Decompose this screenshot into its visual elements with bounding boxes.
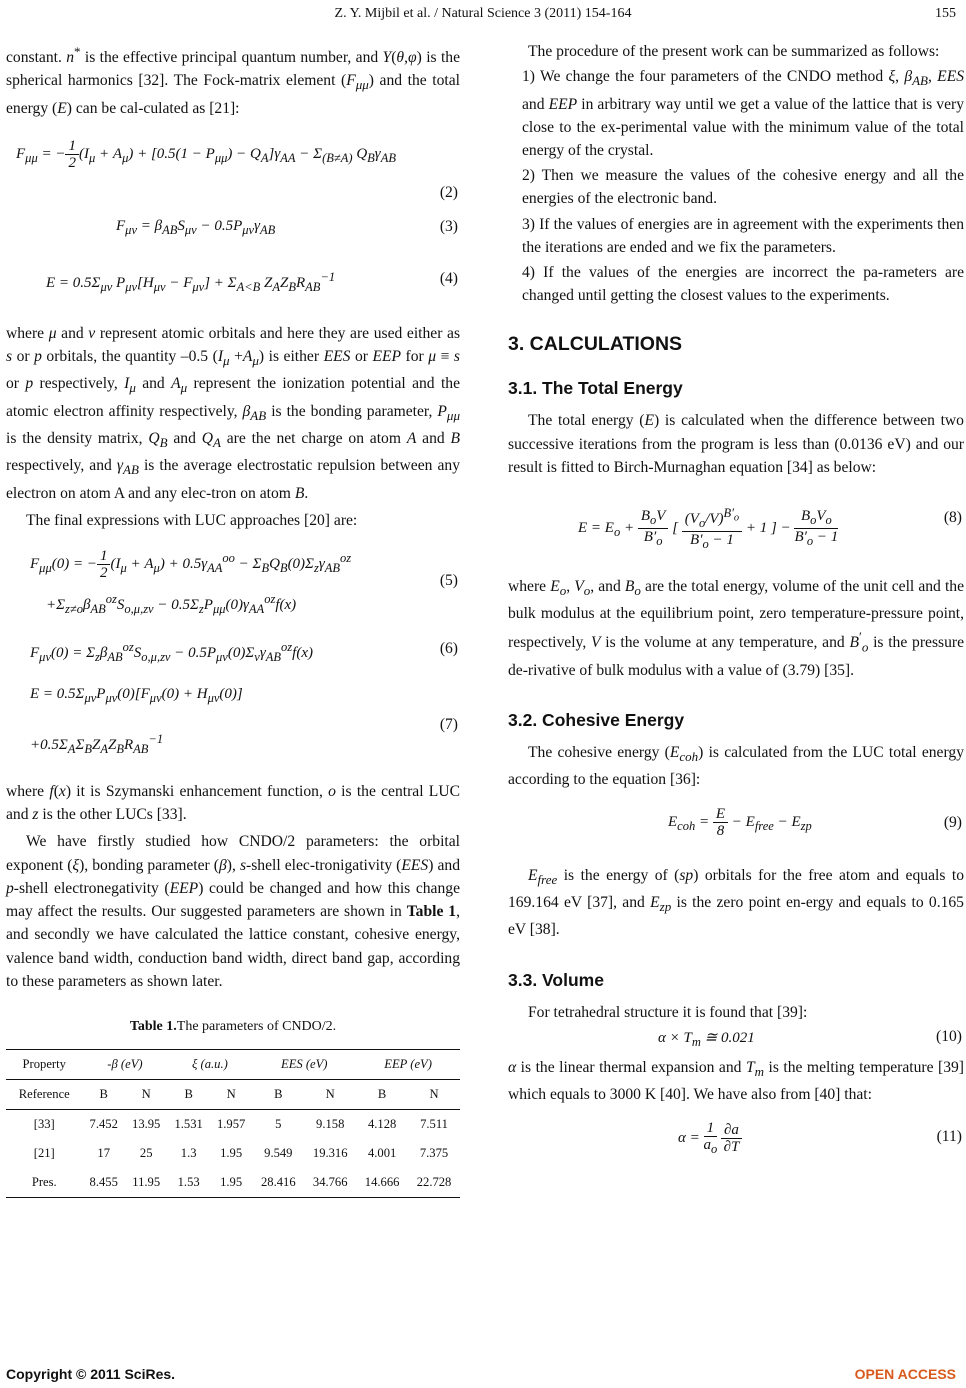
table-cell: 4.128: [367, 1116, 397, 1131]
table-subheader-cell: B: [99, 1086, 108, 1101]
table-subheader-cell: N: [325, 1086, 335, 1101]
table-cell: [33]: [33, 1116, 55, 1131]
equation-number: (7): [439, 716, 458, 734]
table-row: [6, 1168, 460, 1198]
table-cell: 9.158: [316, 1116, 345, 1131]
paragraph: The procedure of the present work can be summarized as follows:: [528, 43, 940, 60]
table-header-cell: EEP (eV): [384, 1056, 432, 1071]
table-caption: Table 1.The parameters of CNDO/2.: [129, 1018, 337, 1034]
paragraph: The total energy (E) is calculated when the difference between two successive iterations from the program is less than (0.0136 eV) and our result is fitted to Birch-Murnaghan equation [34] as below:: [508, 412, 964, 476]
table-header-cell: -β (eV): [107, 1056, 143, 1071]
table-cell: 17: [97, 1145, 111, 1160]
table-cell: Pres.: [31, 1174, 57, 1189]
equation-number: (2): [439, 183, 458, 201]
table-cell: 7.452: [89, 1116, 118, 1131]
table-subheader-cell: N: [429, 1086, 439, 1101]
subsection-heading: 3.1. The Total Energy: [508, 378, 683, 399]
equation-number: (10): [936, 1027, 962, 1045]
page-header: [0, 6, 966, 28]
table-cell: 5: [275, 1116, 282, 1131]
equation-10: $\alpha \times T_m$ ≅ 0.021 (10): [658, 1027, 962, 1049]
open-access-label: OPEN ACCESS: [854, 1366, 956, 1382]
procedure-list: [508, 65, 964, 307]
equation-6: $F_{\mu\nu}(0) = \Sigma_z\beta_{AB}^{oz}S_{o,\mu,z\nu} - 0.5P_{\mu\nu}(0)\Sigma_\nu\gamma_{AB}^{oz}f(x)$ (6): [30, 640, 458, 665]
paragraph: The final expressions with LUC approaches [20] are:: [26, 511, 358, 529]
table-cell: 13.95: [132, 1116, 161, 1131]
equation-number: (4): [439, 269, 458, 287]
table-cell: 9.549: [264, 1145, 293, 1160]
table-header-cell: EES (eV): [281, 1056, 328, 1071]
list-item: 3) If the values of energies are in agreement with the experiments then the iterations are ended and we fix the parameters.: [522, 215, 964, 256]
table-row: [6, 1139, 460, 1168]
equation-9: $E_{coh}$ = $\frac{E}{8}$ − $E_{free} - E_{zp}$ (9): [668, 805, 962, 839]
table-cell: 7.375: [419, 1145, 449, 1160]
section-heading: 3. CALCULATIONS: [508, 333, 683, 356]
table-cell: 34.766: [312, 1174, 348, 1189]
equation-2: $F_{\mu\mu}$ = − $\frac{1}{2}$ $(I_\mu + A_\mu) + [0.5(1 - P_{\mu\mu}) - Q_A]\gamma_{AA} - \Sigma_{(B\ne A)}$ $Q_B\gamma_{AB}$ (2): [16, 137, 458, 201]
table-subheader-cell: B: [184, 1086, 193, 1101]
paragraph: The cohesive energy $(E_{coh})$ is calculated from the LUC total energy according to the equation [36]:: [508, 744, 964, 789]
paragraph: α is the linear thermal expansion and $T_m$ is the melting temperature [39] which equals to 3000 K [40]. We have also from [40] that:: [508, 1058, 964, 1104]
list-item: 1) We change the four parameters of the CNDO method ξ, $\beta_{AB}$, EES and EEP in arbitrary way until we get a value of the lattice that is very close to the ex-perimental value with the minimum value of the total energy of the crystal.: [522, 68, 965, 159]
right-column: [508, 40, 964, 1176]
table-subheader-cell: B: [274, 1086, 283, 1101]
equation-5: $F_{\mu\mu}(0)$ = − $\frac{1}{2}$ $(I_\mu + A_\mu) + 0.5\gamma_{AA}^{oo} - \Sigma_BQ_B(0)\Sigma_z\gamma_{AB}^{oz}$ $+\Sigma_{z\ne o}\beta_{AB}^{oz}S_{o,\mu,z\nu} - 0.5\Sigma_zP_{\mu\mu}(0)\gamma_{AA}^{oz}f(x)$ (5): [30, 548, 458, 617]
table-header-cell: ξ (a.u.): [191, 1056, 228, 1071]
equation-number: (11): [936, 1128, 962, 1146]
subsection-heading: 3.3. Volume: [508, 969, 604, 990]
equation-11: α = $\frac{1}{a_o}$ $\frac{\partial a}{\partial T}$ (11): [678, 1120, 962, 1157]
table-cell: 1.95: [220, 1145, 243, 1160]
paragraph: where f(x) it is Szymanski enhancement function, o is the central LUC and z is the other LUCs [33].: [6, 783, 460, 824]
table-cell: 1.95: [220, 1174, 243, 1189]
table-subheader-cell: N: [141, 1086, 151, 1101]
table-cell: 1.3: [180, 1145, 197, 1160]
paragraph: where $E_o$, $V_o$, and $B_o$ are the total energy, volume of the unit cell and the bulk modulus at the equilibrium point, zero temperature-pressure point, respectively, V is the volume at any temperature, and $B'_o$ is the pressure de-rivative of bulk modulus with a value of (3.79) [35].: [508, 577, 965, 679]
table-subheader-cell: B: [377, 1086, 387, 1101]
equation-number: (5): [439, 572, 458, 590]
paragraph: We have firstly studied how CNDO/2 parameters: the orbital exponent (ξ), bonding parameter (β), s-shell elec-tronigativity (EES) and p-shell electronegativity (EEP) could be changed and how this change may affect the results. Our suggested parameters are shown in Table 1, and secondly we have calculated the lattice constant, cohesive energy, valence band width, conduction band width, direct band gap, according to these parameters as shown later.: [6, 833, 460, 990]
table-cell: 1.53: [177, 1174, 200, 1189]
table-header-row: [6, 1049, 460, 1079]
table-cell: 1.531: [174, 1116, 203, 1131]
table-cell: 14.666: [364, 1174, 400, 1189]
table-cell: 7.511: [420, 1116, 448, 1131]
table-cell: [21]: [33, 1145, 55, 1160]
equation-8: $E = E_o$ + $\frac{B_oV}{B'_o}$ [ $\frac{(V_o/V)^{B'_o}}{B'_o - 1}$ + 1 ] − $\frac{B_oV_o}{B'_o - 1}$ (8): [578, 505, 962, 551]
equation-3: $F_{\mu\nu} = \beta_{AB}S_{\mu\nu} - 0.5P_{\mu\nu}\gamma_{AB}$ (3): [116, 217, 458, 237]
subsection-heading: 3.2. Cohesive Energy: [508, 710, 685, 731]
equation-number: (3): [439, 217, 458, 235]
table-cell: 22.728: [416, 1174, 452, 1189]
list-item: 2) Then we measure the values of the cohesive energy and all the energies of the electronic band.: [522, 167, 964, 208]
table-cell: 4.001: [367, 1145, 397, 1160]
parameters-table: [6, 1049, 460, 1198]
equation-number: (6): [439, 640, 458, 658]
table-cell: 25: [139, 1145, 153, 1160]
equation-4: $E = 0.5\Sigma_{\mu\nu}$ $P_{\mu\nu}[H_{\mu\nu} - F_{\mu\nu}] + \Sigma_{A<B}$ $Z_AZ_BR_{AB}^{-1}$ (4): [46, 269, 458, 294]
list-item: 4) If the values of the energies are incorrect the pa-rameters are changed until getting the closest values to the experiments.: [522, 263, 964, 305]
table-cell: 8.455: [89, 1174, 118, 1189]
equation-7: $E = 0.5\Sigma_{\mu\nu}P_{\mu\nu}(0)[F_{\mu\nu}(0) + H_{\mu\nu}(0)]$ $+0.5\Sigma_A\Sigma_BZ_AZ_BR_{AB}^{-1}$ (7): [30, 686, 458, 757]
table-cell: 28.416: [260, 1174, 296, 1189]
copyright-notice: Copyright © 2011 SciRes.: [6, 1366, 176, 1382]
table-cell: 1.957: [216, 1116, 246, 1131]
table-row: [6, 1109, 460, 1139]
table-subheader-cell: Reference: [18, 1086, 70, 1101]
table-subheader-cell: N: [226, 1086, 236, 1101]
equation-number: (8): [943, 508, 962, 526]
paragraph: constant. n* is the effective principal quantum number, and Y(θ,φ) is the spherical harmonics [32]. The Fock-matrix element $(F_{\mu\mu})$ and the total energy (E) can be cal-culated as [21]:: [6, 44, 461, 117]
equation-number: (9): [943, 813, 962, 831]
table-cell: 11.95: [132, 1174, 161, 1189]
page-number: 155: [935, 6, 956, 21]
table-header-cell: Property: [22, 1056, 66, 1071]
table-cell: 19.316: [312, 1145, 348, 1160]
running-header: Z. Y. Mijbil et al. / Natural Science 3 (2011) 154-164: [334, 6, 632, 21]
table-subheader-row: [6, 1079, 460, 1109]
paragraph: $E_{free}$ is the energy of (sp) orbitals for the free atom and equals to 169.164 eV [37], and $E_{zp}$ is the zero point en-ergy and equals to 0.165 eV [38].: [508, 866, 964, 939]
paragraph: For tetrahedral structure it is found that [39]:: [528, 1003, 808, 1021]
paragraph: where μ and ν represent atomic orbitals and here they are used either as s or p orbitals, the quantity –0.5 $(I_\mu +A_\mu)$ is either EES or EEP for μ ≡ s or p respectively, $I_\mu$ and $A_\mu$ represent the ionization potential and the atomic electron affinity respectively, $\beta_{AB}$ is the bonding parameter, $P_{\mu\mu}$ is the density matrix, $Q_B$ and $Q_A$ are the net charge on atom A and B respectively, and $\gamma_{AB}$ is the average electrostatic repulsion between any electron on atom A and any elec-tron on atom B.: [6, 324, 461, 502]
left-column: [6, 40, 460, 1198]
